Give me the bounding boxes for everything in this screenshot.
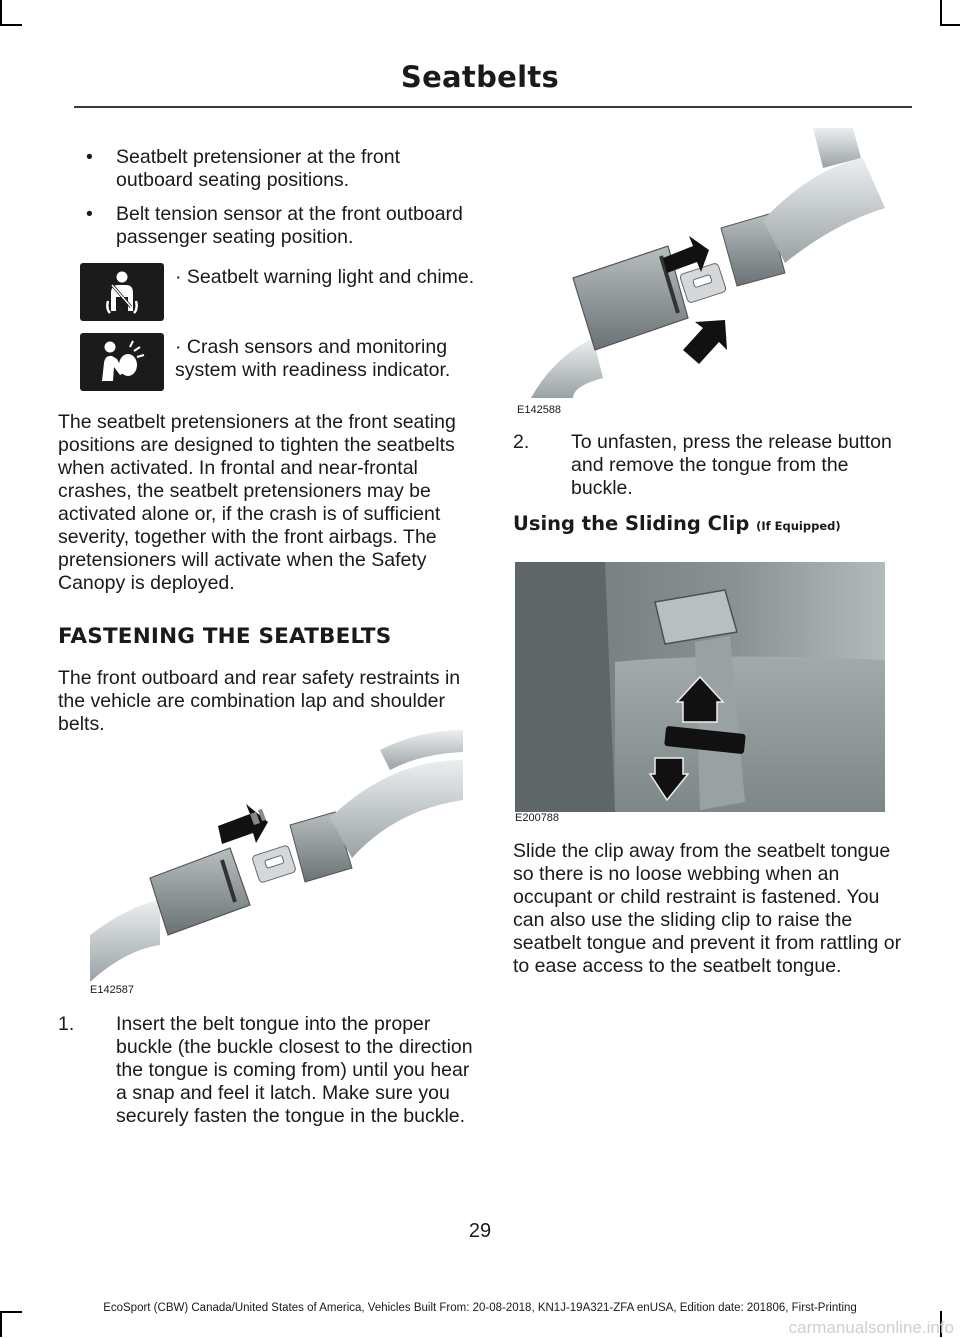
step-1 (58, 1013, 478, 1128)
seatbelt-warning-icon (80, 263, 164, 321)
list-item (58, 146, 478, 192)
page-title: Seatbelts (400, 60, 560, 94)
bullet-text: Seatbelt pretensioner at the front outboard seating positions. (116, 146, 401, 191)
step-item (513, 431, 913, 500)
step-text: To unfasten, press the release button and remove the tongue from the buckle. (571, 431, 892, 499)
watermark: carmanualsonline.info (788, 1318, 954, 1337)
step-2 (513, 431, 913, 500)
sliding-clip-heading (513, 512, 913, 535)
sliding-clip-text (513, 840, 913, 978)
fastening-paragraph: The front outboard and rear safety restraints in the vehicle are combination lap and shoulder belts. (58, 667, 461, 735)
crop-mark (0, 24, 22, 26)
sliding-clip-paragraph: Slide the clip away from the seatbelt tongue so there is no loose webbing when an occupant or child restraint is fastened. You can also use the sliding clip to raise the seatbelt tongue and prevent it from rattling or to ease access to the seatbelt tongue. (513, 840, 902, 977)
icon-item-text: · Seatbelt warning light and chime. (175, 266, 475, 288)
header-rule (74, 106, 912, 108)
figure-code: E200788 (515, 812, 560, 824)
airbag-icon (80, 333, 164, 391)
step-item (58, 1013, 478, 1128)
airbag-item (58, 333, 478, 397)
page-number: 29 (468, 1220, 492, 1242)
subheading-text: Using the Sliding Clip (513, 512, 750, 535)
crop-mark (940, 0, 942, 26)
figure-code: E142587 (90, 984, 135, 996)
step-number: 2. (513, 431, 530, 453)
seatbelt-warning-item (58, 263, 478, 327)
bullet-dot: • (86, 146, 93, 168)
bullet-dot: • (86, 203, 93, 225)
figure-unfasten (513, 128, 913, 418)
crop-mark (0, 0, 2, 26)
crop-mark (940, 24, 960, 26)
subheading (513, 512, 913, 535)
step-text: Insert the belt tongue into the proper buckle (the buckle closest to the direction the tongue is coming from) until you hear a snap and feel it latch. Make sure you securely fasten the tongue in the buckle. (116, 1013, 473, 1127)
subheading-note: (If Equipped) (756, 519, 841, 533)
figure-insert-tongue (90, 730, 463, 1002)
step-number: 1. (58, 1013, 75, 1035)
edition-line: EcoSport (CBW) Canada/United States of America, Vehicles Built From: 20-08-2018, KN1J-19A321-ZFA enUSA, Edition date: 201806, First-Printing (103, 1302, 857, 1314)
section-heading: FASTENING THE SEATBELTS (58, 624, 392, 649)
left-column (58, 146, 478, 736)
figure-code: E142588 (517, 404, 562, 416)
figure-sliding-clip (515, 562, 885, 827)
icon-item-text: · Crash sensors and monitoring system with readiness indicator. (175, 336, 451, 381)
pretensioner-paragraph: The seatbelt pretensioners at the front seating positions are designed to tighten the seatbelts when activated. In frontal and near-frontal crashes, the seatbelt pretensioners may be activated alone or, if the crash is of sufficient severity, together with the front airbags. The pretensioners will activate when the Safety Canopy is deployed. (58, 411, 456, 594)
bullet-text: Belt tension sensor at the front outboard passenger seating position. (116, 203, 463, 248)
list-item (58, 203, 478, 249)
crop-mark (0, 1311, 2, 1337)
